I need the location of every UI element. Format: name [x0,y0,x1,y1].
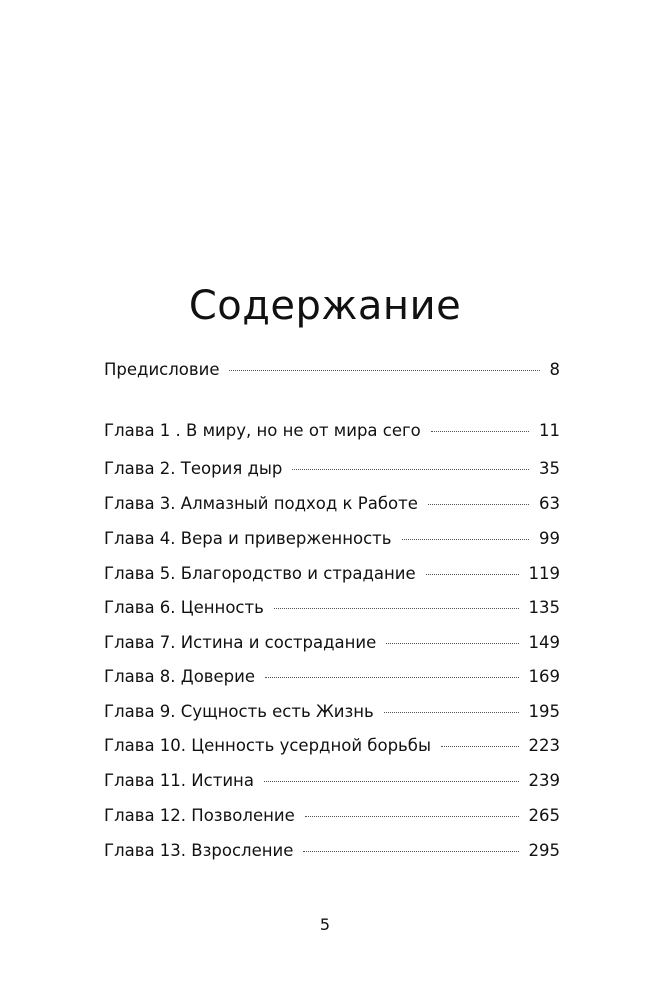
toc-entry [104,562,560,586]
chapter-title: Ценность усердной борьбы [191,736,431,755]
chapter-number: Глава 6. [104,598,176,617]
chapter-title: Теория дыр [180,459,283,478]
dot-leader [441,745,519,747]
chapter-title: Алмазный подход к Работе [180,494,418,513]
toc-entry [104,631,560,655]
chapter-title: Взросление [191,841,294,860]
chapter-number: Глава 5. [104,564,176,583]
toc-page-number: 223 [528,736,560,755]
chapter-number: Глава 4. [104,529,176,548]
chapter-number: Глава 13. [104,841,187,860]
chapter-title: В миру, но не от мира сего [186,421,421,440]
dot-leader [428,503,529,505]
toc-page-number: 11 [539,421,560,440]
toc-entry [104,457,560,481]
toc-entry [104,492,560,516]
dot-leader [274,607,519,609]
chapter-number: Глава 7. [104,633,176,652]
dot-leader [431,430,529,432]
chapter-number: Глава 2. [104,459,176,478]
dot-leader [265,676,518,678]
dot-leader [426,573,519,575]
dot-leader [292,468,529,470]
toc-entry [104,804,560,828]
toc-page-number: 63 [539,494,560,513]
toc-page-number: 295 [528,841,560,860]
chapter-title: Благородство и страдание [180,564,416,583]
chapter-title: Сущность есть Жизнь [180,702,374,721]
chapter-title: Позволение [191,806,295,825]
toc-page-number: 169 [528,667,560,686]
dot-leader [305,815,519,817]
toc-entry [104,839,560,863]
dot-leader [384,711,519,713]
toc-page-number: 149 [528,633,560,652]
toc-page-number: 99 [539,529,560,548]
chapter-number: Глава 3. [104,494,176,513]
toc-entry [104,700,560,724]
toc-entry [104,769,560,793]
chapter-title: Вера и приверженность [180,529,392,548]
chapter-number: Глава 12. [104,806,187,825]
chapter-number: Глава 8. [104,667,176,686]
page-title: Содержание [188,283,462,329]
toc-page-number: 35 [539,459,560,478]
toc-entry [104,596,560,620]
toc-page-number: 8 [549,360,560,379]
toc-page-number: 195 [528,702,560,721]
chapter-title: Истина и сострадание [180,633,377,652]
dot-leader [264,780,519,782]
chapter-title: Истина [191,771,254,790]
toc-entry-preface [104,358,560,382]
dot-leader [402,538,530,540]
chapter-title: Доверие [180,667,256,686]
toc-entry-label: Предисловие [104,360,220,379]
chapter-title: Ценность [180,598,264,617]
toc-entry [104,527,560,551]
toc-entry [104,419,560,443]
toc-entry [104,665,560,689]
chapter-number: Глава 11. [104,771,187,790]
dot-leader [386,642,518,644]
dot-leader [229,369,539,371]
chapter-number: Глава 1 . [104,421,181,440]
toc-page-number: 135 [528,598,560,617]
toc-page-number: 239 [528,771,560,790]
toc-entry [104,734,560,758]
toc-page-number: 265 [528,806,560,825]
toc-page-number: 119 [528,564,560,583]
dot-leader [303,850,518,852]
chapter-number: Глава 9. [104,702,176,721]
page-number: 5 [319,915,331,934]
chapter-number: Глава 10. [104,736,187,755]
